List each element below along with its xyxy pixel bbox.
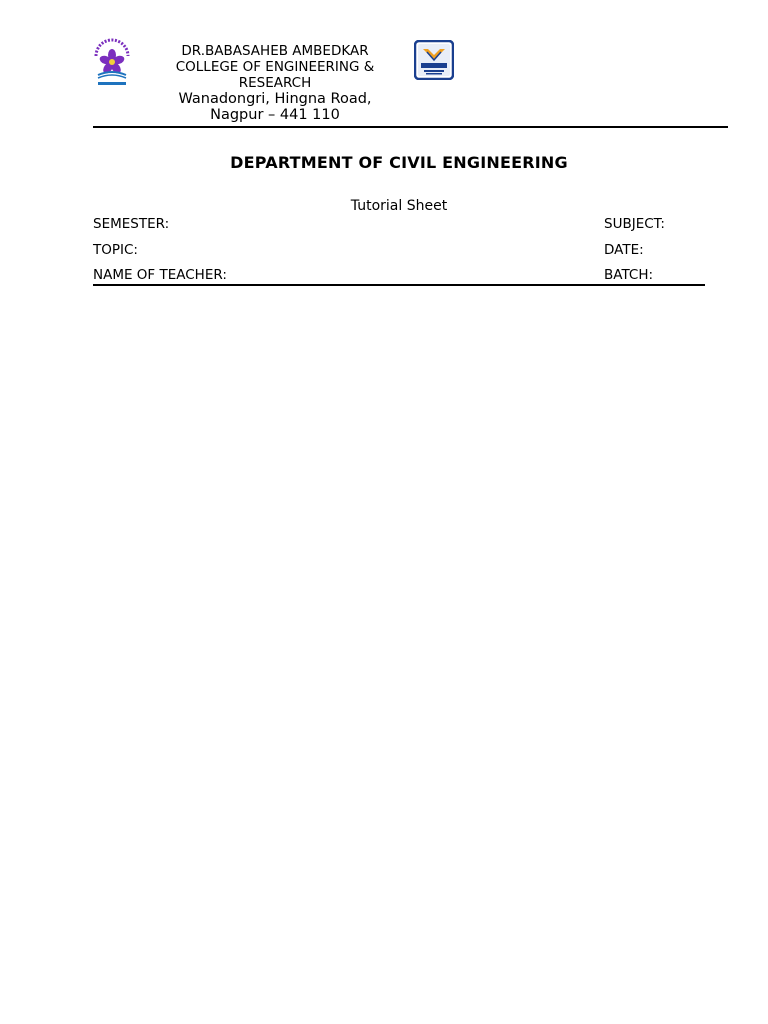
document-header <box>0 0 768 130</box>
sheet-type-label: Tutorial Sheet <box>350 198 448 214</box>
date-label: DATE: <box>604 242 644 258</box>
subject-label: SUBJECT: <box>604 216 665 232</box>
meghe-group-logo-icon <box>414 40 454 80</box>
college-address-line-2: Nagpur – 441 110 <box>210 107 340 123</box>
topic-label: TOPIC: <box>93 242 138 258</box>
college-name-line-1: DR.BABASAHEB AMBEDKAR <box>181 43 369 59</box>
college-name-line-2: COLLEGE OF ENGINEERING & <box>175 59 375 75</box>
header-divider <box>93 126 728 128</box>
batch-label: BATCH: <box>604 267 654 283</box>
semester-label: SEMESTER: <box>93 216 170 232</box>
department-title: DEPARTMENT OF CIVIL ENGINEERING <box>230 153 568 172</box>
college-address-line-1: Wanadongri, Hingna Road, <box>178 91 372 107</box>
college-flower-emblem-icon <box>90 38 134 88</box>
teacher-name-label: NAME OF TEACHER: <box>93 267 227 283</box>
college-name-line-3: RESEARCH <box>238 75 312 91</box>
fields-divider <box>93 284 705 286</box>
college-name-block <box>152 43 398 123</box>
